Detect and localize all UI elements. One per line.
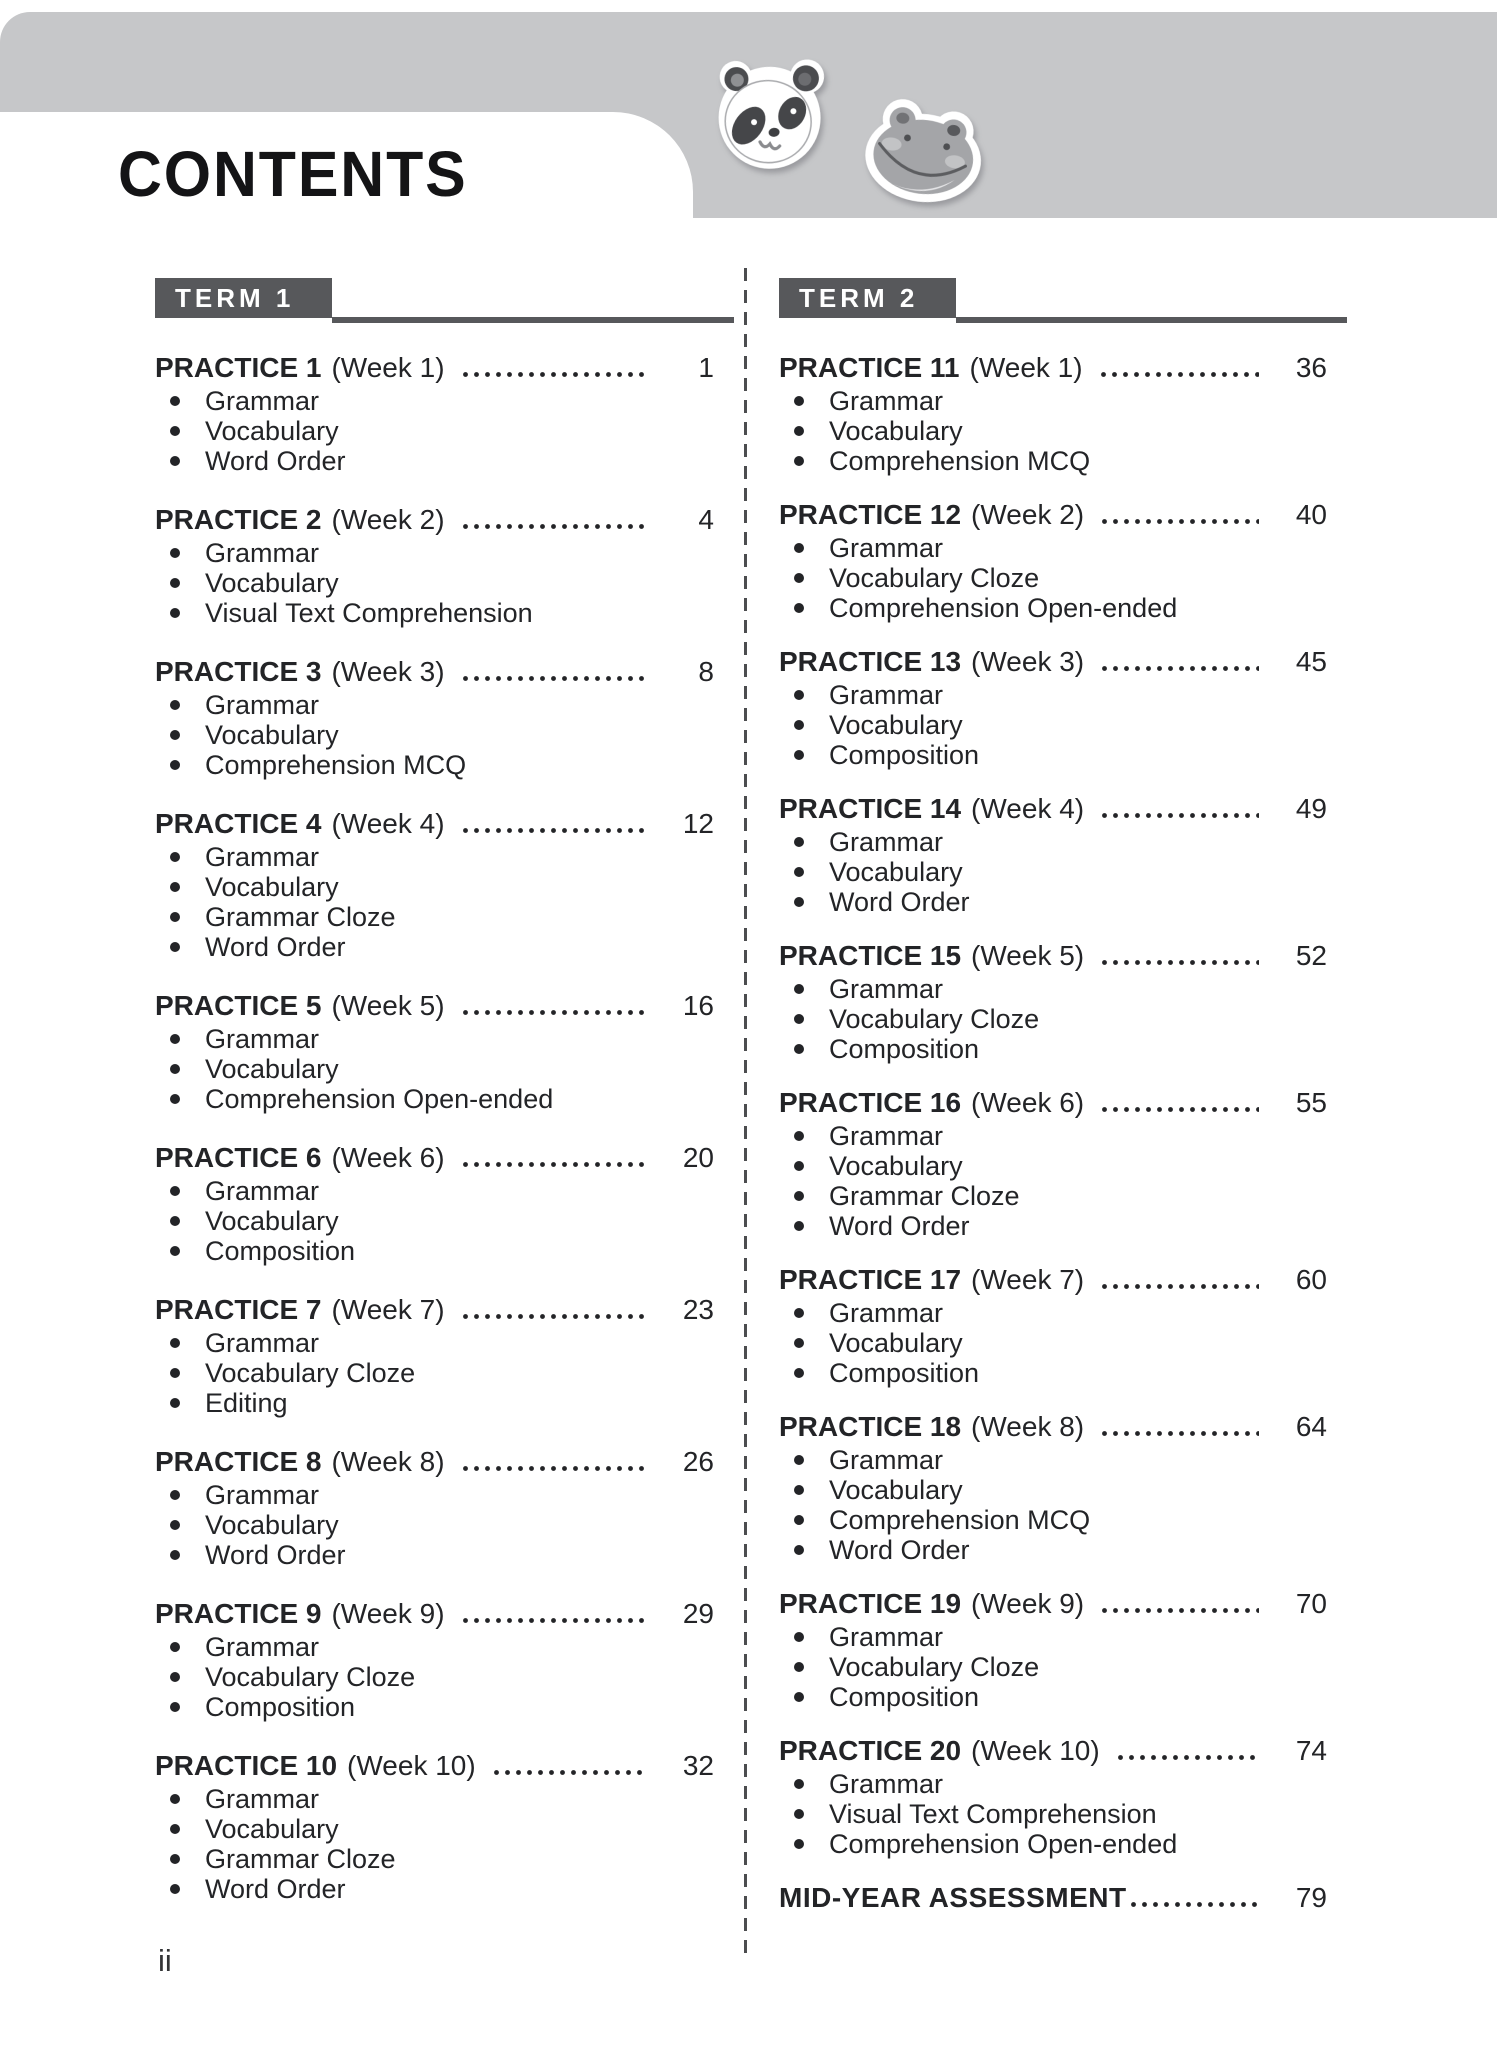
toc-entry-head — [779, 1087, 1347, 1119]
topic-item: Vocabulary — [779, 857, 1347, 887]
topic-item: Comprehension MCQ — [779, 446, 1347, 476]
topic-list — [779, 1769, 1347, 1859]
practice-week: (Week 3) — [331, 656, 445, 687]
toc-entry — [779, 1087, 1347, 1241]
term-2-badge: TERM 2 — [779, 278, 956, 318]
practice-week: (Week 7) — [331, 1294, 445, 1325]
term-1-entries — [155, 352, 734, 1904]
dotted-leader — [1102, 960, 1259, 965]
topic-item: Vocabulary — [155, 1206, 734, 1236]
topic-item: Vocabulary Cloze — [779, 1652, 1347, 1682]
term-2-rule — [956, 317, 1347, 323]
toc-entry — [155, 656, 734, 780]
practice-title: PRACTICE 14 — [779, 793, 962, 824]
practice-page-number: 32 — [682, 1750, 714, 1781]
toc-entry — [779, 793, 1347, 917]
dotted-leader — [463, 1466, 646, 1471]
topic-item: Vocabulary — [155, 1054, 734, 1084]
practice-week: (Week 5) — [971, 940, 1085, 971]
practice-title: PRACTICE 16 — [779, 1087, 962, 1118]
toc-entry-head — [155, 1294, 734, 1326]
practice-week: (Week 10) — [347, 1750, 476, 1781]
topic-list — [779, 680, 1347, 770]
topic-item: Vocabulary — [779, 1328, 1347, 1358]
panda-sticker-icon — [706, 48, 838, 180]
dotted-leader — [1102, 1431, 1259, 1436]
toc-entry — [779, 646, 1347, 770]
page-title: CONTENTS — [118, 138, 468, 210]
topic-item: Grammar — [779, 386, 1347, 416]
practice-week: (Week 2) — [971, 499, 1085, 530]
dotted-leader — [463, 1010, 646, 1015]
toc-entry — [155, 808, 734, 962]
topic-item: Vocabulary — [779, 1151, 1347, 1181]
topic-item: Editing — [155, 1388, 734, 1418]
practice-week: (Week 1) — [969, 352, 1083, 383]
term-2-column — [779, 270, 1347, 1914]
topic-item: Vocabulary — [155, 1510, 734, 1540]
topic-item: Grammar — [155, 842, 734, 872]
toc-entry — [155, 1294, 734, 1418]
topic-item: Vocabulary — [155, 872, 734, 902]
toc-entry — [155, 1446, 734, 1570]
practice-week: (Week 4) — [331, 808, 445, 839]
topic-item: Grammar Cloze — [779, 1181, 1347, 1211]
practice-title: PRACTICE 19 — [779, 1588, 962, 1619]
practice-page-number: 1 — [698, 352, 714, 383]
toc-entry-head — [155, 1446, 734, 1478]
topic-item: Word Order — [155, 1540, 734, 1570]
topic-list — [155, 842, 734, 962]
topic-item: Grammar — [779, 1769, 1347, 1799]
practice-week: (Week 10) — [971, 1735, 1100, 1766]
practice-page-number: 16 — [682, 990, 714, 1021]
practice-page-number: 36 — [1295, 352, 1327, 383]
topic-item: Composition — [779, 1682, 1347, 1712]
topic-item: Composition — [779, 1034, 1347, 1064]
dotted-leader — [1102, 1107, 1259, 1112]
practice-page-number: 70 — [1295, 1588, 1327, 1619]
topic-item: Composition — [155, 1692, 734, 1722]
practice-page-number: 23 — [682, 1294, 714, 1325]
toc-entry — [155, 504, 734, 628]
topic-list — [155, 1632, 734, 1722]
toc-entry-head — [779, 1264, 1347, 1296]
practice-week: (Week 3) — [971, 646, 1085, 677]
topic-item: Grammar — [779, 1622, 1347, 1652]
practice-page-number: 64 — [1295, 1411, 1327, 1442]
topic-item: Visual Text Comprehension — [155, 598, 734, 628]
topic-item: Visual Text Comprehension — [779, 1799, 1347, 1829]
practice-title: PRACTICE 1 — [155, 352, 322, 383]
toc-entry-head — [779, 1735, 1347, 1767]
practice-week: (Week 5) — [331, 990, 445, 1021]
toc-entry — [779, 1411, 1347, 1565]
practice-title: PRACTICE 10 — [155, 1750, 338, 1781]
practice-page-number: 49 — [1295, 793, 1327, 824]
toc-entry — [155, 352, 734, 476]
topic-item: Vocabulary Cloze — [155, 1358, 734, 1388]
topic-item: Grammar — [779, 1298, 1347, 1328]
topic-item: Vocabulary — [779, 710, 1347, 740]
practice-title: PRACTICE 13 — [779, 646, 962, 677]
topic-item: Word Order — [779, 1211, 1347, 1241]
practice-week: (Week 4) — [971, 793, 1085, 824]
topic-item: Vocabulary Cloze — [779, 1004, 1347, 1034]
practice-title: PRACTICE 7 — [155, 1294, 322, 1325]
toc-entry — [779, 1588, 1347, 1712]
frog-sticker-icon — [852, 88, 996, 213]
topic-list — [779, 1121, 1347, 1241]
topic-list — [779, 1445, 1347, 1565]
term-2-entries — [779, 352, 1347, 1859]
practice-week: (Week 9) — [971, 1588, 1085, 1619]
topic-list — [779, 827, 1347, 917]
toc-entry-head — [779, 1411, 1347, 1443]
term-1-badge: TERM 1 — [155, 278, 332, 318]
practice-title: PRACTICE 8 — [155, 1446, 322, 1477]
practice-week: (Week 9) — [331, 1598, 445, 1629]
topic-list — [779, 1298, 1347, 1388]
toc-entry — [155, 1142, 734, 1266]
toc-entry — [779, 940, 1347, 1064]
topic-list — [155, 1784, 734, 1904]
topic-list — [155, 538, 734, 628]
dotted-leader — [1102, 666, 1259, 671]
toc-entry-head — [155, 1598, 734, 1630]
practice-title: PRACTICE 20 — [779, 1735, 962, 1766]
toc-entry — [155, 990, 734, 1114]
topic-item: Grammar — [155, 1176, 734, 1206]
toc-entry-head — [155, 808, 734, 840]
dotted-leader — [1131, 1902, 1259, 1907]
topic-item: Grammar Cloze — [155, 902, 734, 932]
practice-week: (Week 8) — [971, 1411, 1085, 1442]
topic-item: Composition — [155, 1236, 734, 1266]
practice-page-number: 8 — [698, 656, 714, 687]
topic-list — [155, 386, 734, 476]
topic-item: Vocabulary — [155, 720, 734, 750]
dotted-leader — [1101, 372, 1259, 377]
topic-item: Grammar — [155, 1632, 734, 1662]
practice-week: (Week 6) — [331, 1142, 445, 1173]
practice-week: (Week 1) — [331, 352, 445, 383]
practice-title: PRACTICE 11 — [779, 352, 960, 383]
toc-entry-head — [779, 940, 1347, 972]
toc-entry-head — [155, 1750, 734, 1782]
toc-entry — [779, 1735, 1347, 1859]
dotted-leader — [494, 1770, 646, 1775]
practice-page-number: 60 — [1295, 1264, 1327, 1295]
toc-entry — [155, 1750, 734, 1904]
practice-page-number: 52 — [1295, 940, 1327, 971]
topic-item: Grammar Cloze — [155, 1844, 734, 1874]
topic-list — [779, 1622, 1347, 1712]
topic-item: Grammar — [779, 533, 1347, 563]
topic-item: Grammar — [779, 974, 1347, 1004]
topic-item: Word Order — [779, 1535, 1347, 1565]
term-1-rule — [332, 317, 734, 323]
dotted-leader — [1102, 813, 1259, 818]
topic-item: Vocabulary Cloze — [779, 563, 1347, 593]
toc-entry-head — [779, 1588, 1347, 1620]
toc-entry-head — [155, 504, 734, 536]
topic-item: Vocabulary Cloze — [155, 1662, 734, 1692]
term-1-header — [155, 270, 734, 323]
practice-title: PRACTICE 5 — [155, 990, 322, 1021]
topic-item: Grammar — [779, 1445, 1347, 1475]
assessment-title: MID-YEAR ASSESSMENT — [779, 1882, 1127, 1913]
topic-list — [779, 974, 1347, 1064]
topic-item: Grammar — [155, 386, 734, 416]
topic-item: Vocabulary — [155, 416, 734, 446]
practice-page-number: 12 — [682, 808, 714, 839]
topic-item: Comprehension MCQ — [155, 750, 734, 780]
dotted-leader — [1102, 1284, 1259, 1289]
toc-entry-head — [155, 656, 734, 688]
dotted-leader — [463, 372, 646, 377]
toc-entry-head — [779, 646, 1347, 678]
dotted-leader — [1102, 519, 1259, 524]
practice-title: PRACTICE 9 — [155, 1598, 322, 1629]
topic-item: Word Order — [779, 887, 1347, 917]
practice-page-number: 45 — [1295, 646, 1327, 677]
toc-entry — [779, 352, 1347, 476]
topic-list — [779, 533, 1347, 623]
topic-item: Word Order — [155, 932, 734, 962]
practice-page-number: 29 — [682, 1598, 714, 1629]
dotted-leader — [463, 676, 646, 681]
topic-item: Word Order — [155, 1874, 734, 1904]
toc-entry — [779, 499, 1347, 623]
practice-title: PRACTICE 3 — [155, 656, 322, 687]
practice-week: (Week 6) — [971, 1087, 1085, 1118]
topic-item: Grammar — [155, 1328, 734, 1358]
toc-entry-head — [779, 352, 1347, 384]
dotted-leader — [463, 1314, 646, 1319]
practice-title: PRACTICE 15 — [779, 940, 962, 971]
practice-page-number: 20 — [682, 1142, 714, 1173]
toc-entry-head — [155, 1142, 734, 1174]
practice-page-number: 4 — [698, 504, 714, 535]
topic-item: Word Order — [155, 446, 734, 476]
topic-item: Grammar — [779, 1121, 1347, 1151]
topic-item: Grammar — [155, 1480, 734, 1510]
toc-entry — [155, 1598, 734, 1722]
topic-item: Grammar — [155, 1784, 734, 1814]
topic-list — [155, 690, 734, 780]
topic-item: Grammar — [779, 680, 1347, 710]
topic-list — [155, 1480, 734, 1570]
practice-page-number: 26 — [682, 1446, 714, 1477]
practice-week: (Week 8) — [331, 1446, 445, 1477]
practice-week: (Week 2) — [331, 504, 445, 535]
practice-page-number: 40 — [1295, 499, 1327, 530]
topic-item: Grammar — [155, 690, 734, 720]
toc-entry-head — [155, 352, 734, 384]
practice-title: PRACTICE 17 — [779, 1264, 962, 1295]
topic-item: Comprehension Open-ended — [155, 1084, 734, 1114]
topic-item: Vocabulary — [155, 1814, 734, 1844]
dotted-leader — [463, 1618, 646, 1623]
practice-title: PRACTICE 6 — [155, 1142, 322, 1173]
toc-entry-head — [155, 990, 734, 1022]
topic-item: Vocabulary — [779, 416, 1347, 446]
practice-page-number: 74 — [1295, 1735, 1327, 1766]
topic-item: Grammar — [779, 827, 1347, 857]
practice-title: PRACTICE 18 — [779, 1411, 962, 1442]
topic-item: Grammar — [155, 1024, 734, 1054]
topic-item: Comprehension MCQ — [779, 1505, 1347, 1535]
topic-list — [155, 1328, 734, 1418]
practice-title: PRACTICE 2 — [155, 504, 322, 535]
toc-entry — [779, 1264, 1347, 1388]
term-1-column — [155, 270, 734, 1932]
topic-item: Composition — [779, 740, 1347, 770]
topic-item: Grammar — [155, 538, 734, 568]
dotted-leader — [463, 828, 646, 833]
folio-page-number: ii — [158, 1943, 172, 1978]
topic-list — [155, 1176, 734, 1266]
dotted-leader — [463, 524, 646, 529]
practice-title: PRACTICE 4 — [155, 808, 322, 839]
term-2-header — [779, 270, 1347, 323]
topic-list — [779, 386, 1347, 476]
topic-item: Vocabulary — [779, 1475, 1347, 1505]
topic-item: Composition — [779, 1358, 1347, 1388]
dotted-leader — [1102, 1608, 1259, 1613]
column-divider — [744, 268, 747, 1960]
practice-title: PRACTICE 12 — [779, 499, 962, 530]
practice-week: (Week 7) — [971, 1264, 1085, 1295]
mid-year-assessment-row — [779, 1882, 1347, 1914]
topic-item: Comprehension Open-ended — [779, 1829, 1347, 1859]
assessment-page-number: 79 — [1295, 1882, 1327, 1913]
topic-item: Vocabulary — [155, 568, 734, 598]
dotted-leader — [463, 1162, 646, 1167]
practice-page-number: 55 — [1295, 1087, 1327, 1118]
toc-entry-head — [779, 499, 1347, 531]
topic-list — [155, 1024, 734, 1114]
dotted-leader — [1118, 1755, 1259, 1760]
topic-item: Comprehension Open-ended — [779, 593, 1347, 623]
toc-entry-head — [779, 793, 1347, 825]
